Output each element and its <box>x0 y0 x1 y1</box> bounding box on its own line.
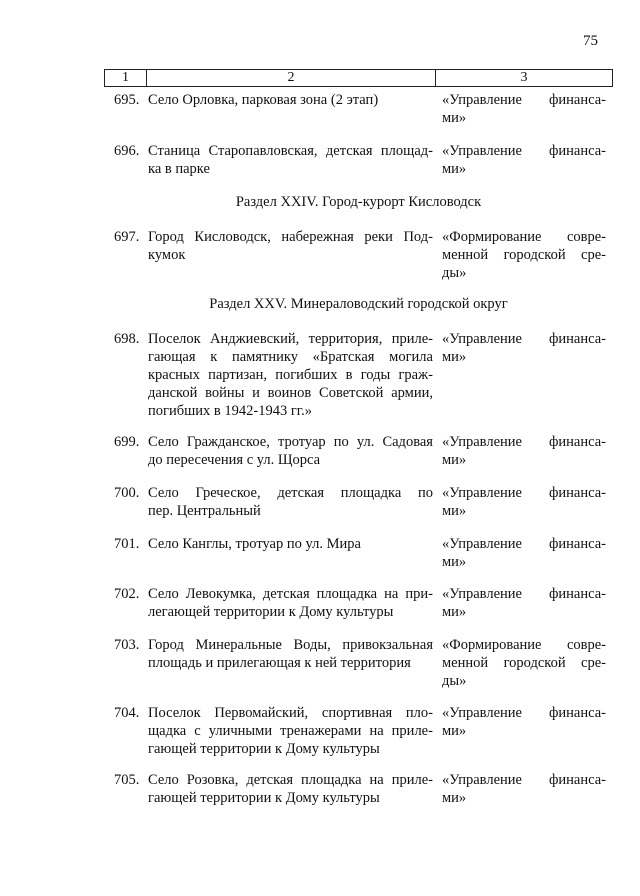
word: Минеральные <box>195 637 282 653</box>
program-line: ми» <box>442 110 467 126</box>
row-number: 697. <box>114 229 140 245</box>
section-title: Раздел XXIV. Город-курорт Кисловодск <box>235 194 482 210</box>
word: «Управление <box>442 536 522 552</box>
word: Греческое, <box>195 485 261 501</box>
program-line <box>442 228 606 246</box>
row-program <box>442 636 606 690</box>
word: при- <box>405 586 433 602</box>
program-line <box>442 636 606 654</box>
word: Село <box>148 485 179 501</box>
word: финанса- <box>549 536 606 552</box>
word: памятнику <box>231 349 298 365</box>
word: детская <box>277 485 325 501</box>
word: финанса- <box>549 586 606 602</box>
word: на <box>384 586 399 602</box>
word: Первомайский, <box>214 705 309 721</box>
row-program <box>442 91 606 127</box>
word: «Управление <box>442 485 522 501</box>
word: красных <box>148 367 200 383</box>
word: Советской <box>319 385 384 401</box>
word: с <box>194 723 201 739</box>
row-number: 703. <box>114 637 140 653</box>
program-line <box>442 654 606 672</box>
program-line: ми» <box>442 723 467 739</box>
word: к <box>210 349 218 365</box>
word: армии, <box>391 385 433 401</box>
program-line: ми» <box>442 161 467 177</box>
word: на <box>369 723 384 739</box>
word: годы <box>360 367 391 383</box>
row-number: 705. <box>114 772 140 788</box>
word: финанса- <box>549 434 606 450</box>
row-program <box>442 484 606 520</box>
word: уличными <box>208 723 273 739</box>
word: «Управление <box>442 92 522 108</box>
description-line <box>148 484 433 502</box>
program-line <box>442 771 606 789</box>
row-number: 704. <box>114 705 140 721</box>
word: детская <box>262 586 310 602</box>
row-number: 699. <box>114 434 140 450</box>
word: привокзальная <box>342 637 433 653</box>
program-line: ды» <box>442 265 467 281</box>
description-line <box>148 330 433 348</box>
description-line <box>148 228 433 246</box>
row-description <box>148 771 433 807</box>
description-line <box>148 771 433 789</box>
program-line: ды» <box>442 673 467 689</box>
word: приле- <box>391 772 433 788</box>
word: Анджиевский, <box>210 331 300 347</box>
word: менной <box>442 655 489 671</box>
row-description <box>148 484 433 520</box>
word: финанса- <box>549 143 606 159</box>
description-line <box>148 722 433 740</box>
row-number: 702. <box>114 586 140 602</box>
word: Садовая <box>382 434 433 450</box>
row-description <box>148 433 433 469</box>
word: на <box>369 772 384 788</box>
word: Левокумка, <box>185 586 256 602</box>
word: детская <box>246 772 294 788</box>
description-line <box>148 348 433 366</box>
row-program <box>442 585 606 621</box>
word: партизан, <box>208 367 268 383</box>
program-line <box>442 433 606 451</box>
description-line: погибших в 1942-1943 гг.» <box>148 403 312 419</box>
word: совре- <box>566 637 606 653</box>
word: Воды, <box>293 637 331 653</box>
row-program <box>442 433 606 469</box>
word: гающая <box>148 349 196 365</box>
word: пло- <box>405 705 433 721</box>
word: «Управление <box>442 143 522 159</box>
word: могила <box>389 349 433 365</box>
description-line: до пересечения с ул. Щорса <box>148 452 321 468</box>
word: тротуар <box>277 434 326 450</box>
word: площадка <box>301 772 362 788</box>
table-header <box>104 69 613 87</box>
row-number: 700. <box>114 485 140 501</box>
row-program <box>442 330 606 366</box>
description-line: пер. Центральный <box>148 503 261 519</box>
description-line: кумок <box>148 247 186 263</box>
word: городской <box>503 247 566 263</box>
word: «Управление <box>442 705 522 721</box>
description-line <box>148 636 433 654</box>
word: приле- <box>391 723 433 739</box>
word: Село <box>148 772 179 788</box>
description-line: легающей территории к Дому культуры <box>148 604 394 620</box>
word: Город <box>148 637 184 653</box>
word: по <box>333 434 349 450</box>
row-description <box>148 535 433 553</box>
word: финанса- <box>549 485 606 501</box>
word: «Формирование <box>442 637 542 653</box>
column-header-1: 1 <box>105 70 147 86</box>
row-description <box>148 704 433 758</box>
word: погибших <box>275 367 338 383</box>
word: и <box>252 385 260 401</box>
description-line <box>148 433 433 451</box>
word: сре- <box>581 247 606 263</box>
word: площадка <box>316 586 378 602</box>
word: менной <box>442 247 489 263</box>
row-description <box>148 142 433 178</box>
description-line <box>148 366 433 384</box>
section-title: Раздел XXV. Минераловодский городской округ <box>209 296 508 312</box>
word: ул. <box>356 434 375 450</box>
row-description <box>148 585 433 621</box>
program-line <box>442 91 606 109</box>
program-line: ми» <box>442 554 467 570</box>
word: Поселок <box>148 705 201 721</box>
word: набережная <box>281 229 354 245</box>
column-header-3: 3 <box>520 70 528 85</box>
description-line: Село Орловка, парковая зона (2 этап) <box>148 92 379 108</box>
word: Под- <box>403 229 433 245</box>
program-line <box>442 330 606 348</box>
row-number: 698. <box>114 331 140 347</box>
row-description <box>148 636 433 672</box>
word: по <box>417 485 433 501</box>
program-line <box>442 484 606 502</box>
word: финанса- <box>549 331 606 347</box>
row-program <box>442 704 606 740</box>
row-description <box>148 91 433 109</box>
description-line: площадь и прилегающая к ней территория <box>148 655 411 671</box>
word: Станица <box>148 143 201 159</box>
page-number: 75 <box>583 33 598 49</box>
program-line <box>442 246 606 264</box>
word: Город <box>148 229 184 245</box>
program-line <box>442 704 606 722</box>
word: реки <box>364 229 393 245</box>
program-line: ми» <box>442 503 467 519</box>
word: воинов <box>267 385 312 401</box>
word: «Формирование <box>442 229 542 245</box>
description-line: Село Канглы, тротуар по ул. Мира <box>148 536 361 552</box>
word: тренажерами <box>280 723 362 739</box>
word: войны <box>205 385 245 401</box>
word: «Управление <box>442 772 522 788</box>
description-line <box>148 142 433 160</box>
word: в <box>345 367 353 383</box>
row-number: 701. <box>114 536 140 552</box>
description-line <box>148 384 433 402</box>
row-description <box>148 228 433 264</box>
word: Гражданское, <box>186 434 270 450</box>
word: площадка <box>340 485 402 501</box>
word: совре- <box>566 229 606 245</box>
program-line <box>442 535 606 553</box>
program-line <box>442 142 606 160</box>
word: финанса- <box>549 772 606 788</box>
word: Розовка, <box>186 772 239 788</box>
row-program <box>442 771 606 807</box>
word: «Управление <box>442 331 522 347</box>
description-line: гающей территории к Дому культуры <box>148 790 380 806</box>
word: щадка <box>148 723 187 739</box>
word: территория, <box>308 331 383 347</box>
word: приле- <box>391 331 433 347</box>
program-line: ми» <box>442 604 467 620</box>
word: финанса- <box>549 92 606 108</box>
program-line: ми» <box>442 452 467 468</box>
row-program <box>442 228 606 282</box>
row-number: 696. <box>114 143 140 159</box>
word: сре- <box>581 655 606 671</box>
description-line <box>148 704 433 722</box>
word: «Управление <box>442 434 522 450</box>
row-program <box>442 535 606 571</box>
word: «Управление <box>442 586 522 602</box>
row-program <box>442 142 606 178</box>
program-line: ми» <box>442 349 467 365</box>
word: спортивная <box>321 705 393 721</box>
description-line: гающей территории к Дому культуры <box>148 741 380 757</box>
word: финанса- <box>549 705 606 721</box>
word: Старопавловская, <box>208 143 318 159</box>
word: данской <box>148 385 198 401</box>
word: граж- <box>398 367 433 383</box>
word: Село <box>148 434 179 450</box>
row-description <box>148 330 433 420</box>
word: городской <box>503 655 566 671</box>
description-line <box>148 585 433 603</box>
description-line: ка в парке <box>148 161 210 177</box>
program-line <box>442 585 606 603</box>
row-number: 695. <box>114 92 140 108</box>
program-line: ми» <box>442 790 467 806</box>
column-header-2: 2 <box>147 70 436 86</box>
word: Поселок <box>148 331 201 347</box>
word: «Братская <box>312 349 375 365</box>
word: Кисловодск, <box>194 229 271 245</box>
word: Село <box>148 586 179 602</box>
word: площад- <box>380 143 433 159</box>
word: детская <box>325 143 373 159</box>
